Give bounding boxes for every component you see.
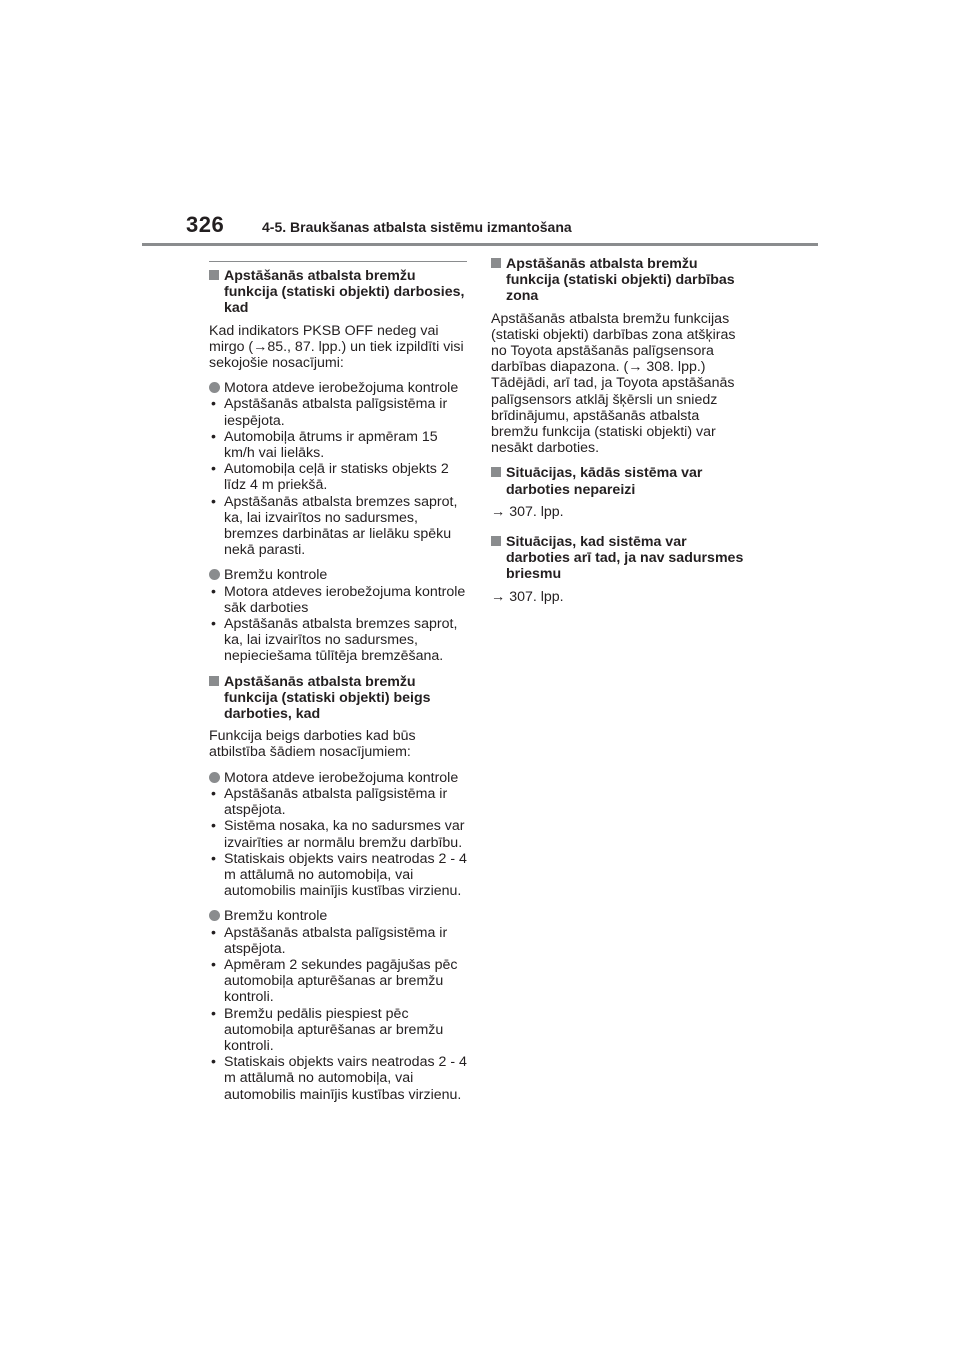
list-item-text: Apstāšanās atbalsta palīgsistēma ir iespējota.	[224, 396, 448, 429]
bullet-dot-icon: •	[211, 785, 216, 802]
circle-bullet-icon	[209, 569, 220, 580]
group-title	[209, 380, 467, 396]
header-rule	[142, 243, 818, 246]
section-heading	[491, 256, 749, 305]
bullet-dot-icon: •	[211, 461, 216, 478]
page-reference	[491, 504, 749, 520]
section-heading	[491, 534, 749, 583]
list-item	[209, 461, 467, 493]
chapter-title: 4-5. Braukšanas atbalsta sistēmu izmantošana	[262, 219, 572, 235]
list-item	[209, 818, 467, 850]
list-item	[209, 584, 467, 616]
circle-bullet-icon	[209, 910, 220, 921]
bullet-dot-icon: •	[211, 1054, 216, 1071]
list-item	[209, 494, 467, 559]
bullet-dot-icon: •	[211, 396, 216, 413]
circle-bullet-icon	[209, 382, 220, 393]
bullet-dot-icon: •	[211, 583, 216, 600]
condition-group	[209, 380, 467, 558]
list-item-text: Motora atdeves ierobežojuma kontrole sāk darboties	[224, 583, 466, 616]
list-item-text: Apstāšanās atbalsta palīgsistēma ir atspējota.	[224, 924, 448, 957]
group-title-text: Motora atdeve ierobežojuma kontrole	[224, 380, 459, 397]
square-bullet-icon	[491, 258, 501, 268]
list-item-text: Apstāšanās atbalsta bremzes saprot, ka, lai izvairītos no sadursmes, nepieciešama tūlītēja bremzēšana.	[224, 616, 458, 665]
group-title-text: Motora atdeve ierobežojuma kontrole	[224, 769, 459, 786]
paragraph: Kad indikators PKSB OFF nedeg vai mirgo (→85., 87. lpp.) un tiek izpildīti visi sekojošie nosacījumi:	[209, 322, 464, 372]
square-bullet-icon	[209, 676, 219, 686]
arrow-right-icon: →	[491, 503, 506, 520]
list-item-text: Automobiļa ceļā ir statisks objekts 2 līdz 4 m priekšā.	[224, 461, 449, 494]
page-reference-text: 307. lpp.	[509, 503, 564, 520]
section-heading-text: Apstāšanās atbalsta bremžu funkcija (statiski objekti) darbības zona	[506, 256, 735, 305]
bullet-dot-icon: •	[211, 493, 216, 510]
right-column	[491, 256, 749, 619]
list-item	[209, 851, 467, 900]
bullet-dot-icon: •	[211, 956, 216, 973]
page-reference-text: 307. lpp.	[509, 588, 564, 605]
list-item	[209, 1054, 467, 1103]
section-heading-text: Situācijas, kādās sistēma var darboties nepareizi	[506, 465, 703, 498]
list-item	[209, 396, 467, 428]
square-bullet-icon	[209, 270, 219, 280]
bullet-dot-icon: •	[211, 616, 216, 633]
group-title-text: Bremžu kontrole	[224, 567, 328, 584]
list-item-text: Sistēma nosaka, ka no sadursmes var izvairīties ar normālu bremžu darbību.	[224, 818, 465, 851]
list-item	[209, 616, 467, 665]
list-item	[209, 786, 467, 818]
paragraph: Apstāšanās atbalsta bremžu funkcijas (statiski objekti) darbības zona atšķiras no Toyota apstāšanās palīgsensora darbības diapazona. (→ 308. lpp.) Tādējādi, arī tad, ja Toyota apstāšanās palīgsensors atklāj šķērsli un sniedz brīdinājumu, apstāšanās atbalsta bremžu funkcija (statiski objekti) var nesākt darboties.	[491, 310, 736, 457]
paragraph: Funkcija beigs darboties kad būs atbilstība šādiem nosacījumiem:	[209, 728, 416, 761]
bullet-dot-icon: •	[211, 428, 216, 445]
square-bullet-icon	[491, 467, 501, 477]
group-title	[209, 770, 467, 786]
list-item-text: Statiskais objekts vairs neatrodas 2 - 4 m attālumā no automobiļa, vai automobilis mainījis kustības virzienu.	[224, 1054, 467, 1103]
bullet-dot-icon: •	[211, 1005, 216, 1022]
list-item-text: Apstāšanās atbalsta palīgsistēma ir atspējota.	[224, 785, 448, 819]
list-item-text: Statiskais objekts vairs neatrodas 2 - 4 m attālumā no automobiļa, vai automobilis mainījis kustības virzienu.	[224, 850, 467, 900]
circle-bullet-icon	[209, 772, 220, 783]
list-item	[209, 429, 467, 461]
condition-group	[209, 567, 467, 664]
list-item-text: Apmēram 2 sekundes pagājušas pēc automobiļa apturēšanas ar bremžu kontroli.	[224, 956, 458, 1006]
page-number: 326	[186, 212, 225, 237]
list-item	[209, 957, 467, 1006]
condition-group	[209, 908, 467, 1102]
section-divider	[209, 261, 467, 262]
condition-group	[209, 770, 467, 900]
bullet-dot-icon: •	[211, 924, 216, 941]
list-item-text: Automobiļa ātrums ir apmēram 15 km/h vai lielāks.	[224, 428, 438, 462]
group-title-text: Bremžu kontrole	[224, 908, 328, 925]
section-heading-text: Apstāšanās atbalsta bremžu funkcija (statiski objekti) beigs darboties, kad	[224, 673, 431, 723]
section-heading	[209, 268, 467, 317]
section-heading-text: Apstāšanās atbalsta bremžu funkcija (statiski objekti) darbosies, kad	[224, 268, 465, 317]
group-title	[209, 908, 467, 924]
bullet-dot-icon: •	[211, 818, 216, 835]
group-title	[209, 567, 467, 583]
list-item-text: Bremžu pedālis piespiest pēc automobiļa apturēšanas ar bremžu kontroli.	[224, 1005, 444, 1054]
bullet-dot-icon: •	[211, 850, 216, 867]
list-item-text: Apstāšanās atbalsta bremzes saprot, ka, lai izvairītos no sadursmes, bremzes darbinātas ar lielāku spēku nekā parasti.	[224, 493, 458, 559]
arrow-right-icon: →	[491, 588, 506, 605]
square-bullet-icon	[491, 536, 501, 546]
section-heading	[209, 674, 467, 723]
page-reference	[491, 589, 749, 605]
section-heading	[491, 465, 749, 497]
left-column	[209, 261, 467, 1112]
list-item	[209, 1006, 467, 1055]
section-heading-text: Situācijas, kad sistēma var darboties arī tad, ja nav sadursmes briesmu	[506, 534, 744, 583]
list-item	[209, 925, 467, 957]
